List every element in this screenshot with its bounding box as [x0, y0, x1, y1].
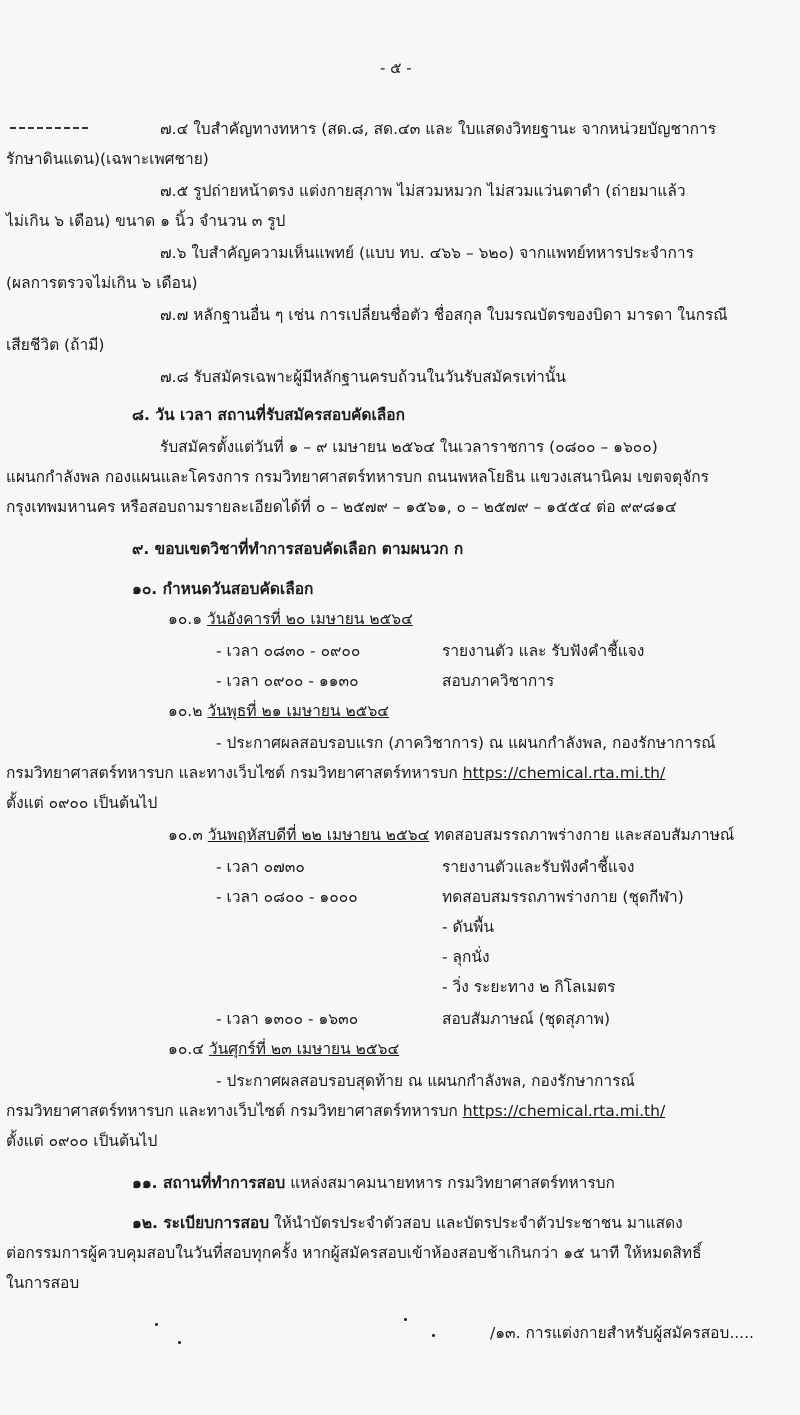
day-2-line-3: ตั้งแต่ ๐๙๐๐ เป็นต้นไป [6, 794, 158, 812]
item-7-6-line-1: ๗.๖ ใบสำคัญความเห็นแพทย์ (แบบ ทบ. ๔๖๖ – ๖๒๐) จากแพทย์ทหารประจำการ [160, 244, 694, 262]
day-3-sub-3: - วิ่ง ระยะทาง ๒ กิโลเมตร [442, 978, 616, 996]
item-10-heading: ๑๐. กำหนดวันสอบคัดเลือก [132, 580, 314, 598]
day-3-description: ทดสอบสมรรถภาพร่างกาย และสอบสัมภาษณ์ [429, 826, 735, 844]
day-3-activity-1: รายงานตัวและรับฟังคำชี้แจง [442, 858, 635, 876]
day-2-line-2-text: กรมวิทยาศาสตร์ทหารบก และทางเว็บไซต์ กรมวิทยาศาสตร์ทหารบก [6, 764, 463, 782]
item-8-line-3: กรุงเทพมหานคร หรือสอบถามรายละเอียดได้ที่ ๐ – ๒๕๗๙ – ๑๕๖๑, ๐ – ๒๕๗๙ – ๑๕๕๔ ต่อ ๙๙๘๑๔ [6, 498, 677, 516]
item-8-line-2: แผนกกำลังพล กองแผนและโครงการ กรมวิทยาศาสตร์ทหารบก ถนนพหลโยธิน แขวงเสนานิคม เขตจตุจักร [6, 468, 709, 486]
item-7-5-line-1: ๗.๕ รูปถ่ายหน้าตรง แต่งกายสุภาพ ไม่สวมหมวก ไม่สวมแว่นตาดำ (ถ่ายมาแล้ว [160, 182, 686, 200]
speck-mark [178, 1341, 181, 1344]
item-12-line-1 [132, 1212, 683, 1234]
item-9-heading: ๙. ขอบเขตวิชาที่ทำการสอบคัดเลือก ตามผนวก ก [132, 540, 464, 558]
day-4-line-3: ตั้งแต่ ๐๙๐๐ เป็นต้นไป [6, 1132, 158, 1150]
item-7-7-line-2: เสียชีวิต (ถ้ามี) [6, 336, 105, 354]
day-4-row [168, 1038, 399, 1060]
day-2-line-2 [6, 762, 665, 784]
speck-mark [404, 1318, 407, 1321]
day-4-number: ๑๐.๔ [168, 1040, 209, 1058]
day-3-number: ๑๐.๓ [168, 826, 208, 844]
day-1-date: วันอังคารที่ ๒๐ เมษายน ๒๕๖๔ [207, 610, 413, 628]
item-12-line-2: ต่อกรรมการผู้ควบคุมสอบในวันที่สอบทุกครั้ง หากผู้สมัครสอบเข้าห้องสอบช้าเกินกว่า ๑๕ นาที ให้หมดสิทธิ์ [6, 1244, 702, 1262]
item-12-line-3: ในการสอบ [6, 1274, 80, 1292]
speck-mark [155, 1323, 158, 1326]
day-2-row [168, 700, 389, 722]
item-12-heading: ๑๒. ระเบียบการสอบ [132, 1214, 270, 1232]
day-4-line-2 [6, 1100, 665, 1122]
day-2-date: วันพุธที่ ๒๑ เมษายน ๒๕๖๔ [207, 702, 390, 720]
item-7-6-line-2: (ผลการตรวจไม่เกิน ๖ เดือน) [6, 274, 198, 292]
item-8-line-1: รับสมัครตั้งแต่วันที่ ๑ – ๙ เมษายน ๒๕๖๔ ในเวลาราชการ (๐๘๐๐ – ๑๖๐๐) [160, 438, 658, 456]
day-3-activity-2: ทดสอบสมรรถภาพร่างกาย (ชุดกีฬา) [442, 888, 684, 906]
speck-mark [432, 1334, 435, 1337]
day-1-time-1: - เวลา ๐๘๓๐ - ๐๙๐๐ [216, 642, 361, 660]
day-4-date: วันศุกร์ที่ ๒๓ เมษายน ๒๕๖๔ [208, 1040, 400, 1058]
margin-scribble [10, 127, 88, 129]
item-12-text: ให้นำบัตรประจำตัวสอบ และบัตรประจำตัวประชาชน มาแสดง [269, 1214, 683, 1232]
item-11 [132, 1172, 615, 1194]
item-7-5-line-2: ไม่เกิน ๖ เดือน) ขนาด ๑ นิ้ว จำนวน ๓ รูป [6, 212, 286, 230]
day-3-time-3: - เวลา ๑๓๐๐ - ๑๖๓๐ [216, 1010, 359, 1028]
day-2-website-link[interactable]: https://chemical.rta.mi.th/ [462, 764, 666, 782]
continuation-note: /๑๓. การแต่งกายสำหรับผู้สมัครสอบ..... [490, 1324, 754, 1342]
item-7-7-line-1: ๗.๗ หลักฐานอื่น ๆ เช่น การเปลี่ยนชื่อตัว ชื่อสกุล ใบมรณบัตรของบิดา มารดา ในกรณี [160, 306, 728, 324]
day-4-website-link[interactable]: https://chemical.rta.mi.th/ [462, 1102, 666, 1120]
day-3-sub-1: - ดันพื้น [442, 918, 494, 936]
day-1-row [168, 608, 413, 630]
day-3-time-1: - เวลา ๐๗๓๐ [216, 858, 305, 876]
day-3-activity-3: สอบสัมภาษณ์ (ชุดสุภาพ) [442, 1010, 611, 1028]
item-7-4-line-2: รักษาดินแดน)(เฉพาะเพศชาย) [6, 150, 209, 168]
day-3-row [168, 824, 734, 846]
item-11-heading: ๑๑. สถานที่ทำการสอบ [132, 1174, 286, 1192]
item-8-heading: ๘. วัน เวลา สถานที่รับสมัครสอบคัดเลือก [132, 406, 405, 424]
day-2-line-1: - ประกาศผลสอบรอบแรก (ภาควิชาการ) ณ แผนกกำลังพล, กองรักษาการณ์ [216, 734, 716, 752]
day-3-sub-2: - ลุกนั่ง [442, 948, 490, 966]
day-4-line-1: - ประกาศผลสอบรอบสุดท้าย ณ แผนกกำลังพล, กองรักษาการณ์ [216, 1072, 635, 1090]
day-1-activity-2: สอบภาควิชาการ [442, 672, 555, 690]
item-11-text: แหล่งสมาคมนายทหาร กรมวิทยาศาสตร์ทหารบก [285, 1174, 615, 1192]
page-number: - ๕ - [380, 59, 412, 77]
day-1-number: ๑๐.๑ [168, 610, 207, 628]
day-4-line-2-text: กรมวิทยาศาสตร์ทหารบก และทางเว็บไซต์ กรมวิทยาศาสตร์ทหารบก [6, 1102, 463, 1120]
day-1-activity-1: รายงานตัว และ รับฟังคำชี้แจง [442, 642, 645, 660]
day-3-date: วันพฤหัสบดีที่ ๒๒ เมษายน ๒๕๖๔ [207, 826, 430, 844]
day-3-time-2: - เวลา ๐๘๐๐ - ๑๐๐๐ [216, 888, 358, 906]
page-fold-mark [0, 0, 20, 1]
item-7-4-line-1: ๗.๔ ใบสำคัญทางทหาร (สด.๘, สด.๔๓ และ ใบแสดงวิทยฐานะ จากหน่วยบัญชาการ [160, 120, 717, 138]
item-7-8: ๗.๘ รับสมัครเฉพาะผู้มีหลักฐานครบถ้วนในวันรับสมัครเท่านั้น [160, 368, 566, 386]
day-1-time-2: - เวลา ๐๙๐๐ - ๑๑๓๐ [216, 672, 359, 690]
day-2-number: ๑๐.๒ [168, 702, 208, 720]
